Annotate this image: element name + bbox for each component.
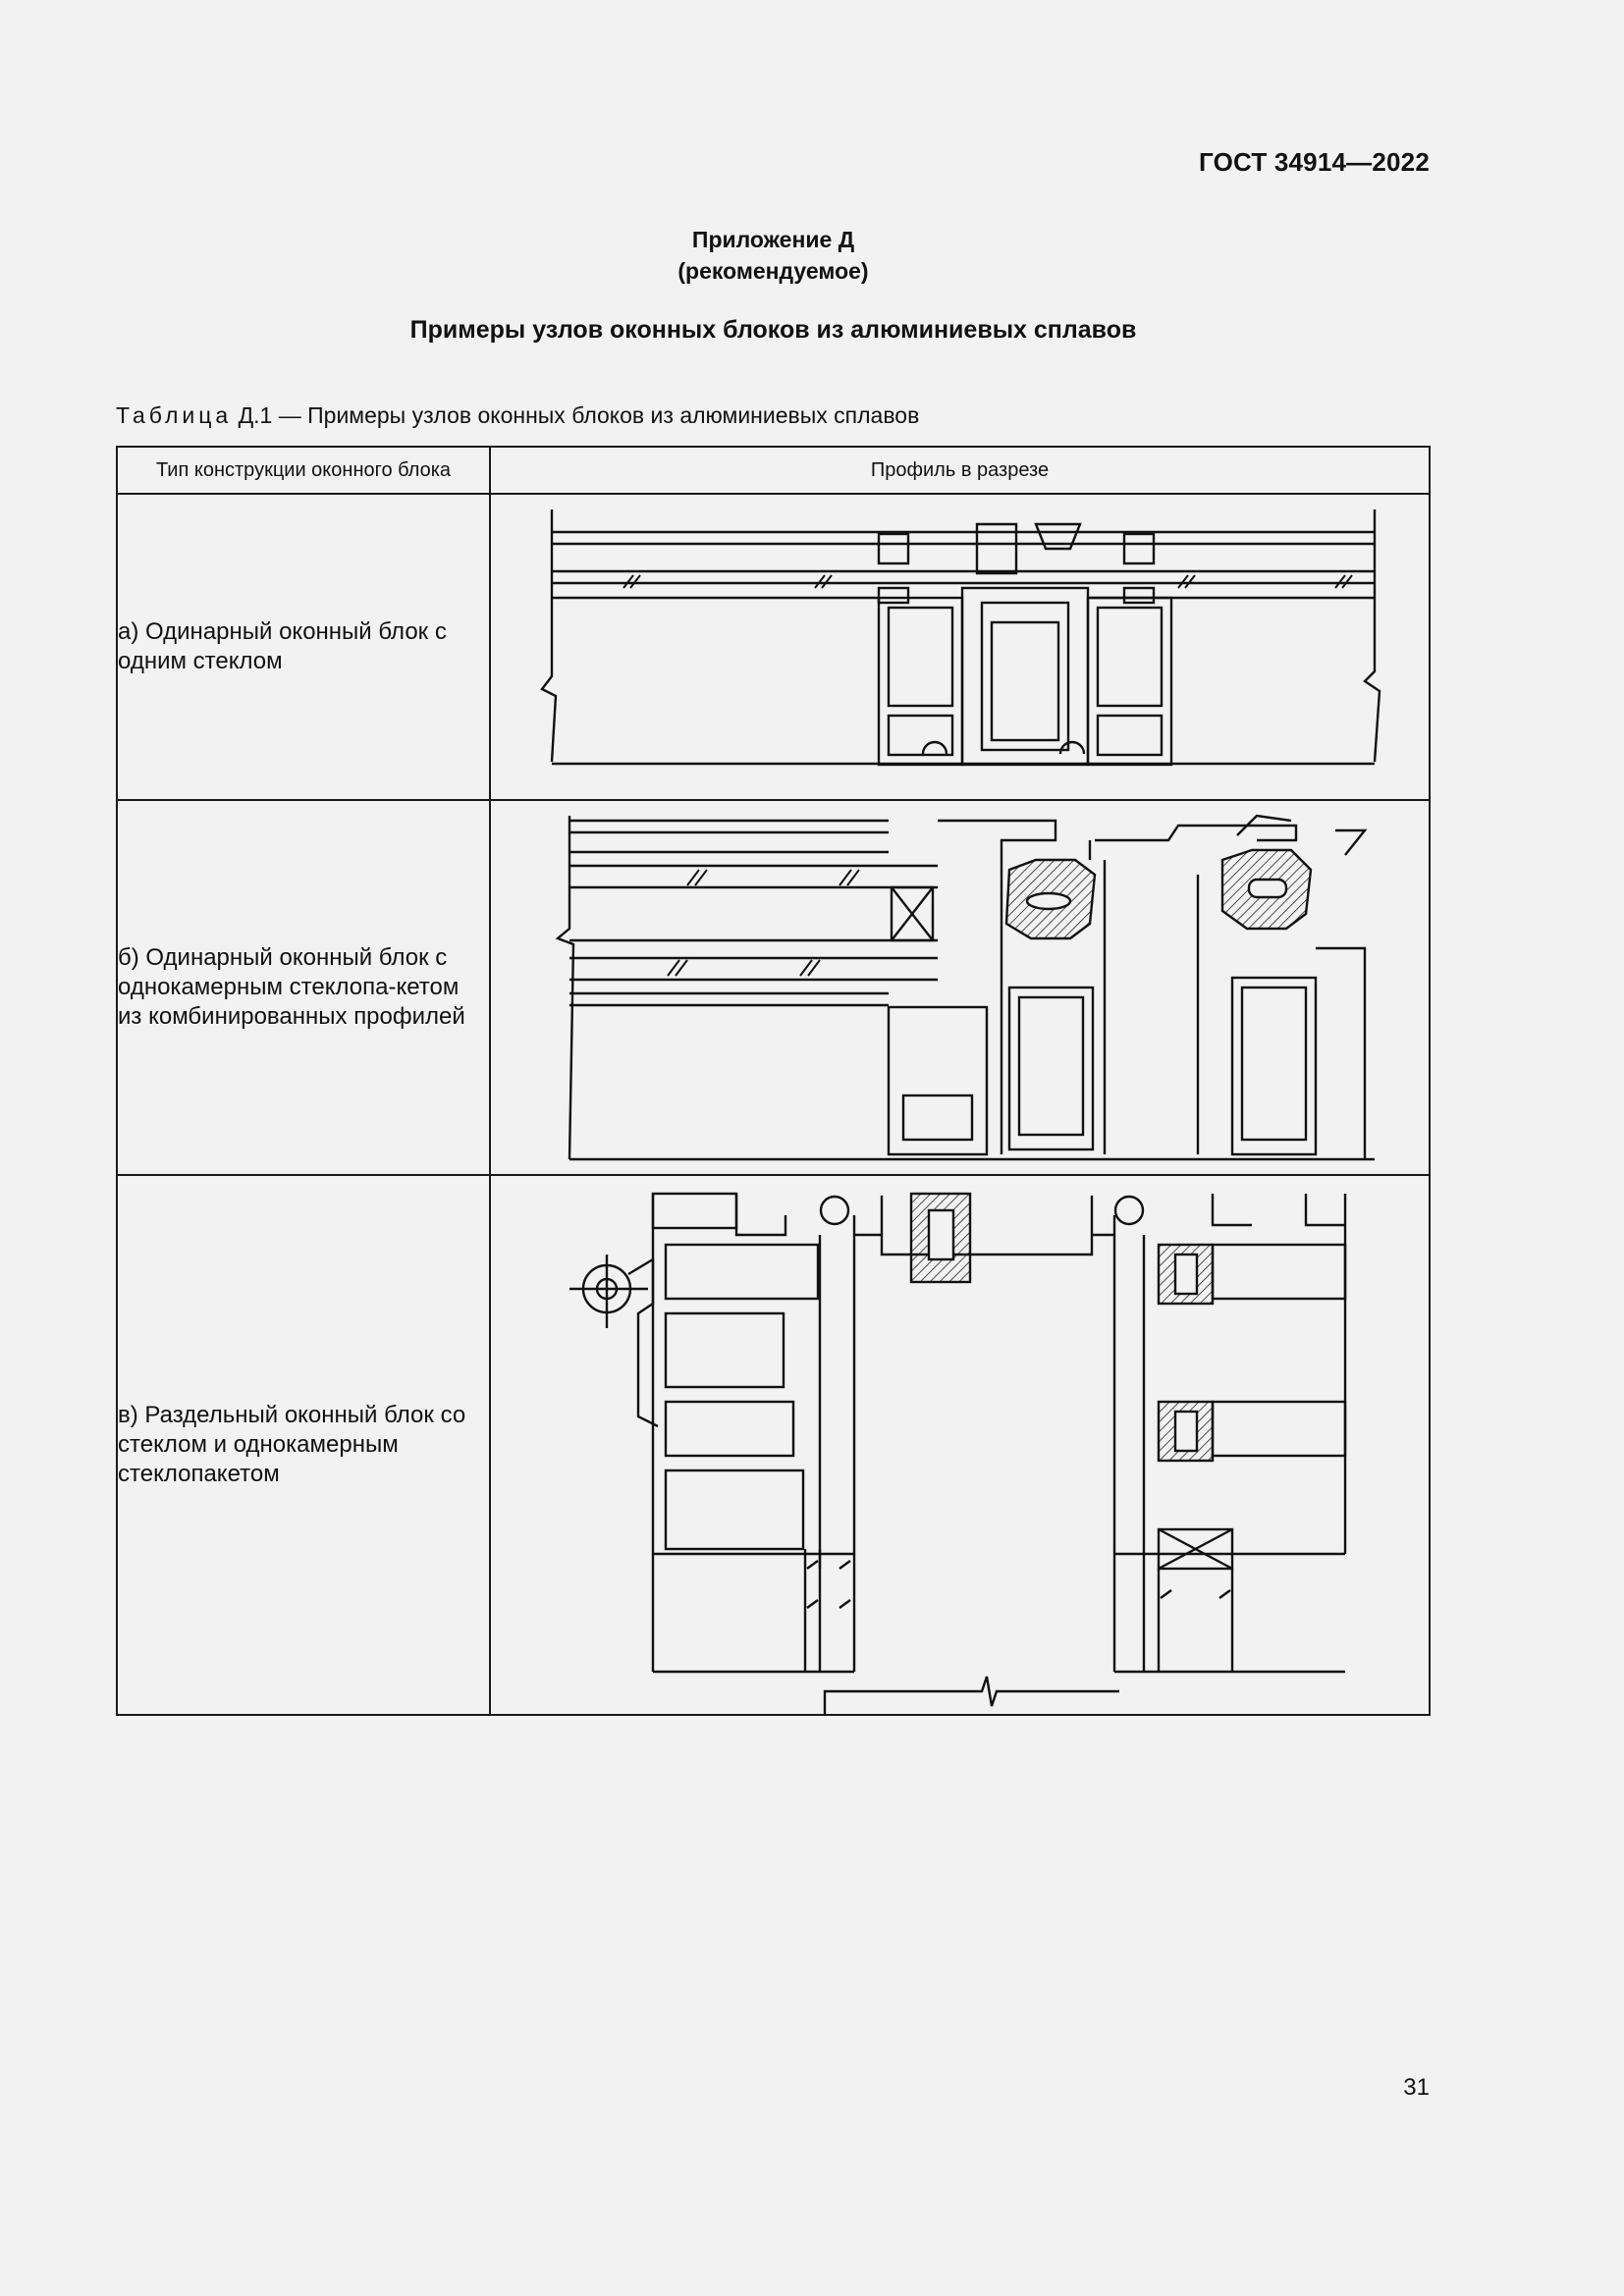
table-row <box>117 494 1430 800</box>
column-header-type: Тип конструкции оконного блока <box>117 447 490 494</box>
table-caption <box>116 402 919 429</box>
table-caption-text: Д.1 — Примеры узлов оконных блоков из алюминиевых сплавов <box>232 402 920 428</box>
document-code: ГОСТ 34914—2022 <box>1199 147 1430 177</box>
profiles-table <box>116 446 1431 1716</box>
row-label-b: б) Одинарный оконный блок с однокамерным стеклопа-кетом из комбинированных профилей <box>117 800 490 1175</box>
table-row <box>117 800 1430 1175</box>
annex-name: Приложение Д <box>691 227 855 252</box>
single-glass-section-drawing <box>490 494 1430 800</box>
page-number: 31 <box>1403 2074 1430 2101</box>
column-header-profile: Профиль в разрезе <box>490 447 1430 494</box>
row-label-c: в) Раздельный оконный блок со стеклом и однокамерным стеклопакетом <box>117 1175 490 1715</box>
table-caption-label: Таблица <box>116 402 233 428</box>
page-title: Примеры узлов оконных блоков из алюминиевых сплавов <box>409 316 1137 344</box>
row-label-a: а) Одинарный оконный блок с одним стеклом <box>117 494 490 800</box>
table-row <box>117 1175 1430 1715</box>
separate-block-section-drawing <box>490 1175 1430 1715</box>
annex-heading <box>0 224 1546 287</box>
single-dgu-combined-section-drawing <box>490 800 1430 1175</box>
table-header-row <box>117 447 1430 494</box>
annex-status: (рекомендуемое) <box>677 258 869 284</box>
